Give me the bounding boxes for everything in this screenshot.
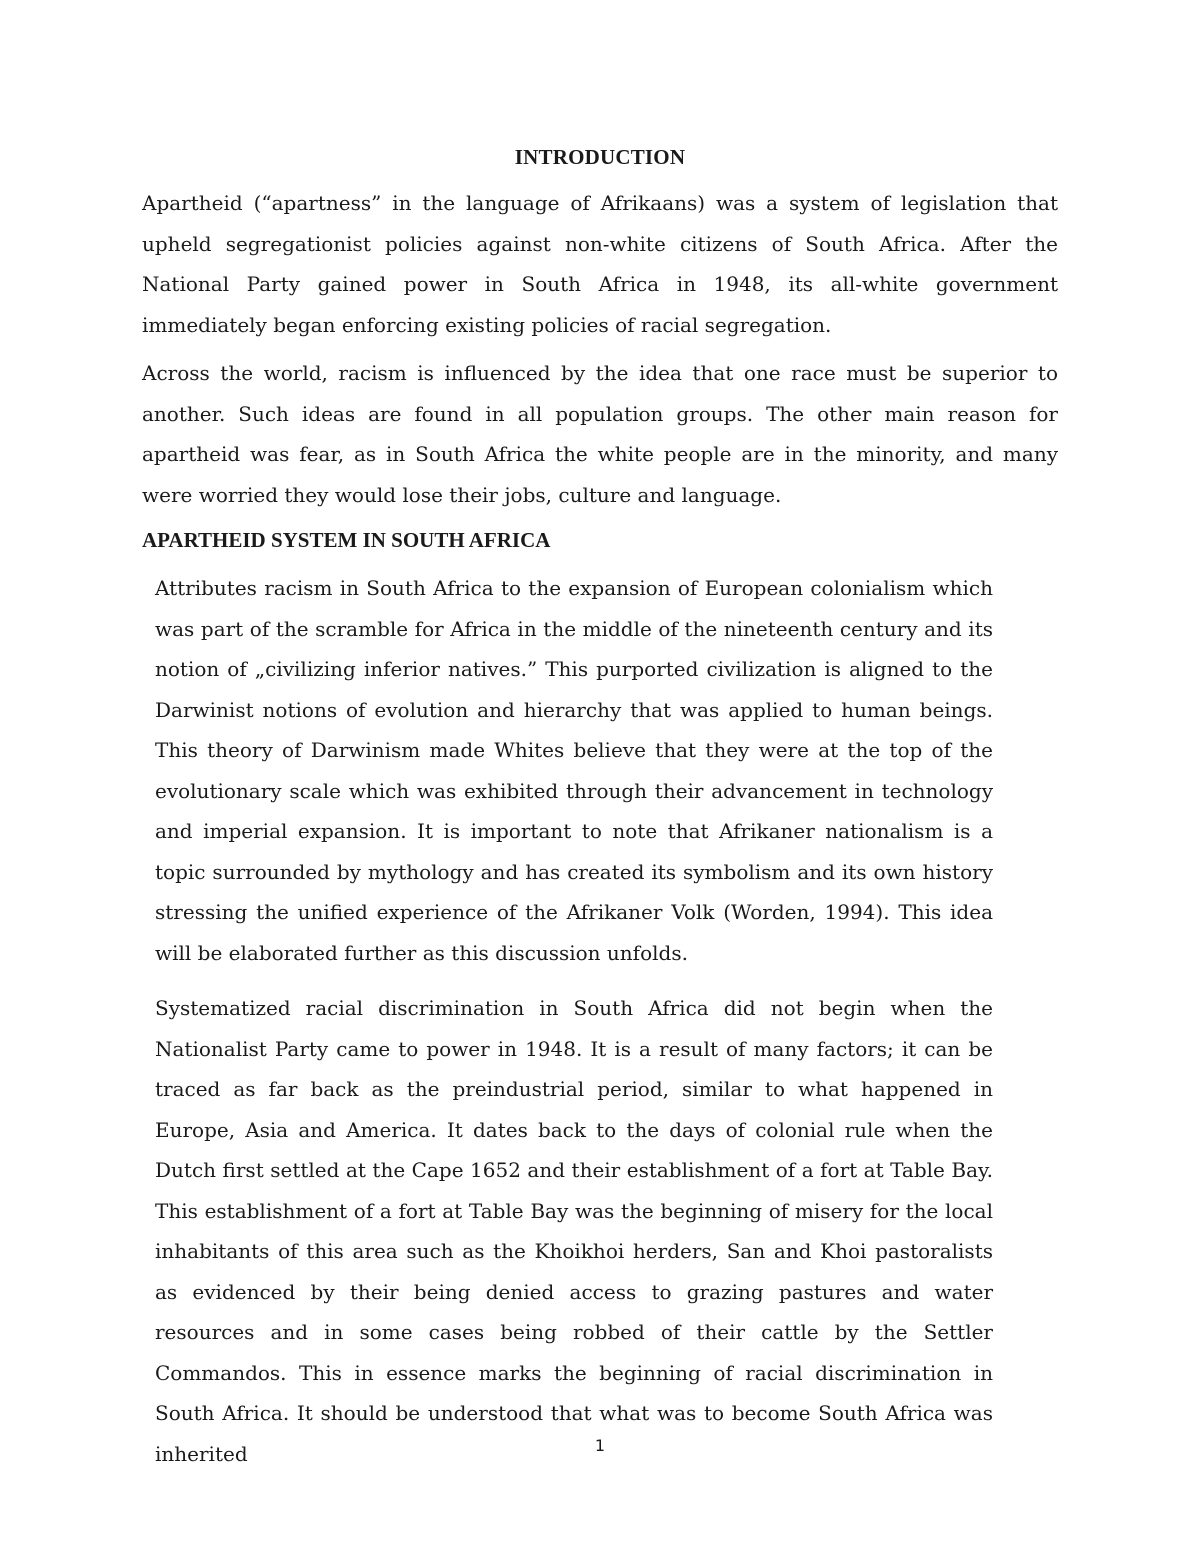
page-title: INTRODUCTION (514, 145, 686, 169)
intro-paragraph-2: Across the world, racism is influenced by the idea that one race must be superior to another. Such ideas are found in all population groups. The other main reason for apartheid was fear, as in South Africa the white people are in the minority, and many were worried they would lose their jobs, culture and language. (142, 361, 1058, 507)
intro-paragraph-1: Apartheid (“apartness” in the language of Afrikaans) was a system of legislation that upheld segregationist policies against non-white citizens of South Africa. After the National Party gained power in South Africa in 1948, its all-white government immediately began enforcing existing policies of racial segregation. (142, 191, 1058, 337)
section-heading: APARTHEID SYSTEM IN SOUTH AFRICA (142, 528, 551, 552)
section-paragraph-2: Systematized racial discrimination in South Africa did not begin when the Nationalist Party came to power in 1948. It is a result of many factors; it can be traced as far back as the preindustrial period, similar to what happened in Europe, Asia and America. It dates back to the days of colonial rule when the Dutch first settled at the Cape 1652 and their establishment of a fort at Table Bay. This establishment of a fort at Table Bay was the beginning of misery for the local inhabitants of this area such as the Khoikhoi herders, San and Khoi pastoralists as evidenced by their being denied access to grazing pastures and water resources and in some cases being robbed of their cattle by the Settler Commandos. This in essence marks the beginning of racial discrimination in South Africa. It should be understood that what was to become South Africa was inherited (155, 996, 993, 1466)
section-paragraph-1: Attributes racism in South Africa to the expansion of European colonialism which was part of the scramble for Africa in the middle of the nineteenth century and its notion of „civilizing inferior natives.” This purported civilization is aligned to the Darwinist notions of evolution and hierarchy that was applied to human beings. This theory of Darwinism made Whites believe that they were at the top of the evolutionary scale which was exhibited through their advancement in technology and imperial expansion. It is important to note that Afrikaner nationalism is a topic surrounded by mythology and has created its symbolism and its own history stressing the unified experience of the Afrikaner Volk (Worden, 1994). This idea will be elaborated further as this discussion unfolds. (155, 576, 993, 965)
page-number: 1 (594, 1436, 606, 1455)
